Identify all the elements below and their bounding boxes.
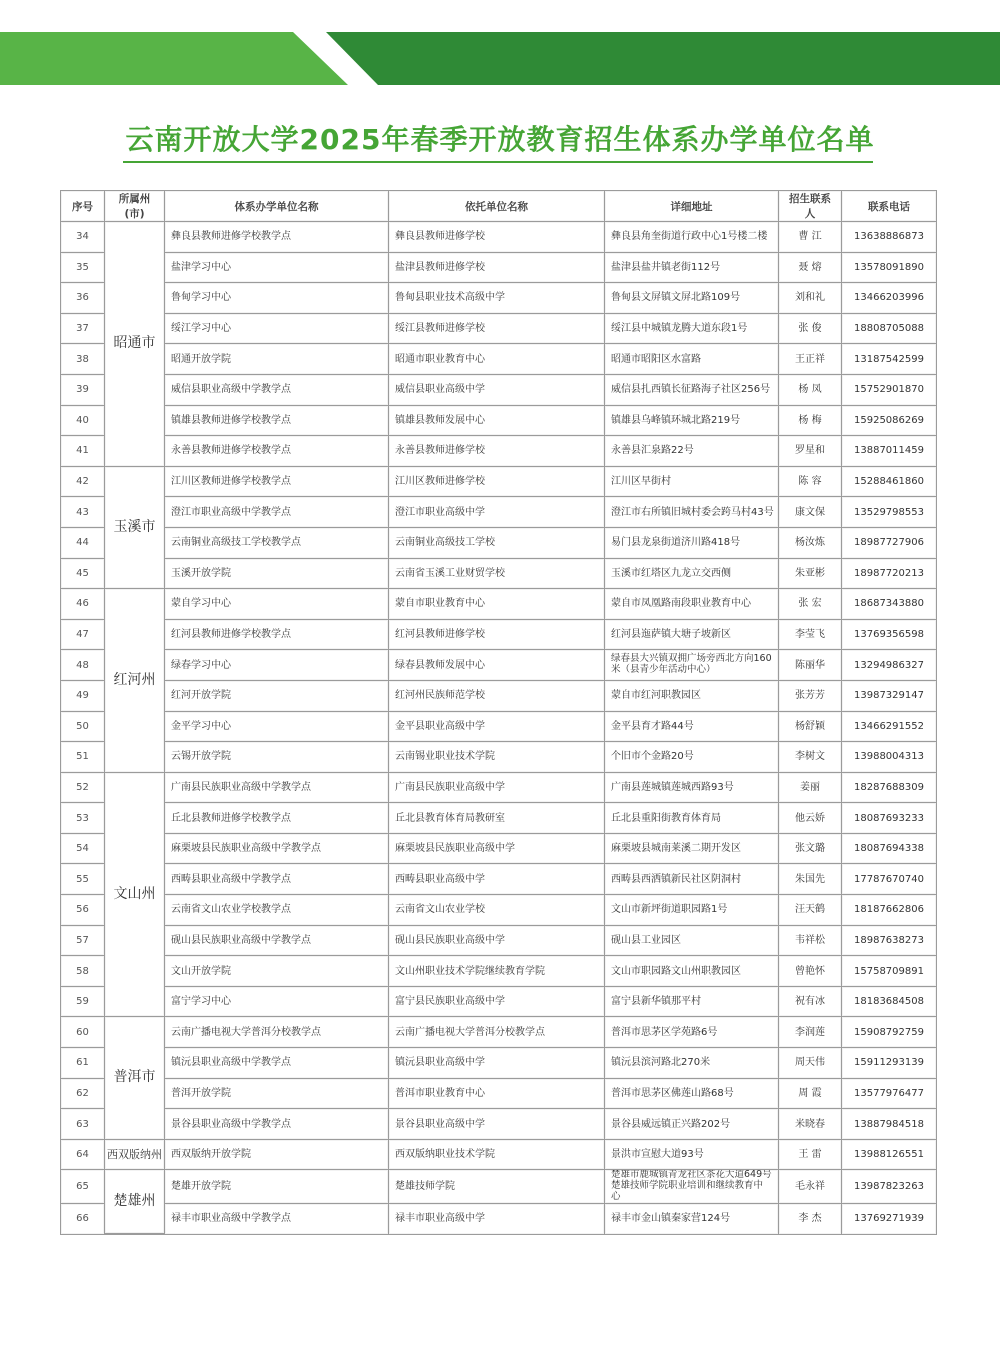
address-cell: 昭通市昭阳区水富路 bbox=[605, 344, 779, 375]
row-index: 48 bbox=[61, 650, 105, 681]
address-cell: 个旧市个金路20号 bbox=[605, 742, 779, 773]
row-index: 45 bbox=[61, 559, 105, 590]
contact-cell: 周天伟 bbox=[779, 1048, 842, 1079]
phone-cell: 18687343880 bbox=[842, 589, 936, 620]
host-unit-cell: 丘北县教育体育局教研室 bbox=[389, 803, 605, 834]
contact-cell: 陈 容 bbox=[779, 467, 842, 498]
host-unit-cell: 镇雄县教师发展中心 bbox=[389, 406, 605, 437]
phone-cell: 13769356598 bbox=[842, 620, 936, 651]
host-unit-cell: 云南省文山农业学校 bbox=[389, 895, 605, 926]
row-index: 53 bbox=[61, 803, 105, 834]
phone-cell: 15911293139 bbox=[842, 1048, 936, 1079]
phone-cell: 15925086269 bbox=[842, 406, 936, 437]
phone-cell: 13187542599 bbox=[842, 344, 936, 375]
row-index: 61 bbox=[61, 1048, 105, 1079]
address-cell: 易门县龙泉街道济川路418号 bbox=[605, 528, 779, 559]
contact-cell: 姜丽 bbox=[779, 773, 842, 804]
host-unit-cell: 富宁县民族职业高级中学 bbox=[389, 987, 605, 1018]
row-index: 36 bbox=[61, 283, 105, 314]
phone-cell: 18087694338 bbox=[842, 834, 936, 865]
phone-cell: 15758709891 bbox=[842, 956, 936, 987]
prefecture-cell: 文山州 bbox=[105, 773, 165, 1018]
contact-cell: 张文璐 bbox=[779, 834, 842, 865]
phone-cell: 13987823263 bbox=[842, 1170, 936, 1204]
prefecture-cell: 玉溪市 bbox=[105, 467, 165, 589]
table-row bbox=[61, 1017, 936, 1048]
header-banner bbox=[0, 0, 1000, 90]
table-row bbox=[61, 742, 936, 773]
address-cell: 麻栗坡县城南莱溪二期开发区 bbox=[605, 834, 779, 865]
table-row bbox=[61, 344, 936, 375]
phone-cell: 13987329147 bbox=[842, 681, 936, 712]
table-row bbox=[61, 222, 936, 253]
unit-name-cell: 镇雄县教师进修学校教学点 bbox=[165, 406, 389, 437]
phone-cell: 13769271939 bbox=[842, 1204, 936, 1234]
row-index: 63 bbox=[61, 1109, 105, 1140]
address-cell: 文山市新坪街道职园路1号 bbox=[605, 895, 779, 926]
host-unit-cell: 澄江市职业高级中学 bbox=[389, 497, 605, 528]
row-index: 64 bbox=[61, 1140, 105, 1171]
phone-cell: 13638886873 bbox=[842, 222, 936, 253]
phone-cell: 18987727906 bbox=[842, 528, 936, 559]
table-row bbox=[61, 956, 936, 987]
address-cell: 玉溪市红塔区九龙立交西侧 bbox=[605, 559, 779, 590]
contact-cell: 康文保 bbox=[779, 497, 842, 528]
contact-cell: 罗星和 bbox=[779, 436, 842, 467]
address-cell: 江川区早街村 bbox=[605, 467, 779, 498]
contact-cell: 刘和礼 bbox=[779, 283, 842, 314]
unit-name-cell: 云锡开放学院 bbox=[165, 742, 389, 773]
unit-name-cell: 红河开放学院 bbox=[165, 681, 389, 712]
unit-name-cell: 鲁甸学习中心 bbox=[165, 283, 389, 314]
header-prefecture: 所属州(市) bbox=[105, 191, 165, 222]
table-row bbox=[61, 712, 936, 743]
header-unit-name: 体系办学单位名称 bbox=[165, 191, 389, 222]
address-cell: 澄江市右所镇旧城村委会跨马村43号 bbox=[605, 497, 779, 528]
contact-cell: 李莹飞 bbox=[779, 620, 842, 651]
table-header-row bbox=[61, 191, 936, 222]
host-unit-cell: 砚山县民族职业高级中学 bbox=[389, 926, 605, 957]
phone-cell: 13887984518 bbox=[842, 1109, 936, 1140]
host-unit-cell: 云南铜业高级技工学校 bbox=[389, 528, 605, 559]
unit-name-cell: 金平学习中心 bbox=[165, 712, 389, 743]
table-row bbox=[61, 987, 936, 1018]
row-index: 34 bbox=[61, 222, 105, 253]
host-unit-cell: 鲁甸县职业技术高级中学 bbox=[389, 283, 605, 314]
contact-cell: 李润莲 bbox=[779, 1017, 842, 1048]
row-index: 51 bbox=[61, 742, 105, 773]
unit-name-cell: 西双版纳开放学院 bbox=[165, 1140, 389, 1171]
host-unit-cell: 彝良县教师进修学校 bbox=[389, 222, 605, 253]
address-cell: 镇沅县滨河路北270米 bbox=[605, 1048, 779, 1079]
table-row bbox=[61, 926, 936, 957]
address-cell: 镇雄县乌峰镇环城北路219号 bbox=[605, 406, 779, 437]
row-index: 35 bbox=[61, 253, 105, 284]
unit-name-cell: 西畴县职业高级中学教学点 bbox=[165, 864, 389, 895]
contact-cell: 李树文 bbox=[779, 742, 842, 773]
unit-name-cell: 玉溪开放学院 bbox=[165, 559, 389, 590]
row-index: 58 bbox=[61, 956, 105, 987]
page-title: 云南开放大学2025年春季开放教育招生体系办学单位名单 bbox=[125, 123, 875, 156]
row-index: 59 bbox=[61, 987, 105, 1018]
address-cell: 红河县迤萨镇大塘子坡新区 bbox=[605, 620, 779, 651]
phone-cell: 15288461860 bbox=[842, 467, 936, 498]
unit-name-cell: 盐津学习中心 bbox=[165, 253, 389, 284]
address-cell: 文山市职园路文山州职教园区 bbox=[605, 956, 779, 987]
address-cell: 蒙自市红河职教园区 bbox=[605, 681, 779, 712]
unit-name-cell: 楚雄开放学院 bbox=[165, 1170, 389, 1204]
address-cell: 景洪市宣慰大道93号 bbox=[605, 1140, 779, 1171]
phone-cell: 13529798553 bbox=[842, 497, 936, 528]
phone-cell: 13577976477 bbox=[842, 1079, 936, 1110]
table-row bbox=[61, 1109, 936, 1140]
schools-table bbox=[60, 190, 937, 1235]
host-unit-cell: 蒙自市职业教育中心 bbox=[389, 589, 605, 620]
row-index: 55 bbox=[61, 864, 105, 895]
unit-name-cell: 江川区教师进修学校教学点 bbox=[165, 467, 389, 498]
table-row bbox=[61, 253, 936, 284]
row-index: 66 bbox=[61, 1204, 105, 1234]
unit-name-cell: 麻栗坡县民族职业高级中学教学点 bbox=[165, 834, 389, 865]
address-cell: 普洱市思茅区佛莲山路68号 bbox=[605, 1079, 779, 1110]
address-cell: 丘北县重阳街教育体育局 bbox=[605, 803, 779, 834]
phone-cell: 18287688309 bbox=[842, 773, 936, 804]
header-host-unit: 依托单位名称 bbox=[389, 191, 605, 222]
row-index: 60 bbox=[61, 1017, 105, 1048]
table-row bbox=[61, 803, 936, 834]
host-unit-cell: 云南省玉溪工业财贸学校 bbox=[389, 559, 605, 590]
header-contact: 招生联系人 bbox=[779, 191, 842, 222]
table-row bbox=[61, 436, 936, 467]
contact-cell: 王正祥 bbox=[779, 344, 842, 375]
row-index: 44 bbox=[61, 528, 105, 559]
row-index: 56 bbox=[61, 895, 105, 926]
row-index: 52 bbox=[61, 773, 105, 804]
contact-cell: 杨 梅 bbox=[779, 406, 842, 437]
address-cell: 绥江县中城镇龙腾大道东段1号 bbox=[605, 314, 779, 345]
contact-cell: 张 宏 bbox=[779, 589, 842, 620]
row-index: 49 bbox=[61, 681, 105, 712]
table-row bbox=[61, 1170, 936, 1204]
host-unit-cell: 绥江县教师进修学校 bbox=[389, 314, 605, 345]
address-cell: 威信县扎西镇长征路海子社区256号 bbox=[605, 375, 779, 406]
contact-cell: 杨汝炼 bbox=[779, 528, 842, 559]
table-row bbox=[61, 1140, 936, 1171]
row-index: 50 bbox=[61, 712, 105, 743]
table-row bbox=[61, 1048, 936, 1079]
contact-cell: 张芳芳 bbox=[779, 681, 842, 712]
table-body bbox=[61, 222, 936, 1234]
table-row bbox=[61, 1204, 936, 1234]
host-unit-cell: 西双版纳职业技术学院 bbox=[389, 1140, 605, 1171]
host-unit-cell: 威信县职业高级中学 bbox=[389, 375, 605, 406]
row-index: 39 bbox=[61, 375, 105, 406]
phone-cell: 18183684508 bbox=[842, 987, 936, 1018]
host-unit-cell: 景谷县职业高级中学 bbox=[389, 1109, 605, 1140]
contact-cell: 周 霞 bbox=[779, 1079, 842, 1110]
unit-name-cell: 云南铜业高级技工学校教学点 bbox=[165, 528, 389, 559]
row-index: 41 bbox=[61, 436, 105, 467]
host-unit-cell: 盐津县教师进修学校 bbox=[389, 253, 605, 284]
prefecture-cell: 楚雄州 bbox=[105, 1170, 165, 1233]
address-cell: 普洱市思茅区学苑路6号 bbox=[605, 1017, 779, 1048]
phone-cell: 15752901870 bbox=[842, 375, 936, 406]
address-cell: 永善县汇泉路22号 bbox=[605, 436, 779, 467]
address-cell: 彝良县角奎街道行政中心1号楼二楼 bbox=[605, 222, 779, 253]
contact-cell: 曹 江 bbox=[779, 222, 842, 253]
unit-name-cell: 镇沅县职业高级中学教学点 bbox=[165, 1048, 389, 1079]
unit-name-cell: 丘北县教师进修学校教学点 bbox=[165, 803, 389, 834]
table-row bbox=[61, 406, 936, 437]
table-row bbox=[61, 773, 936, 804]
host-unit-cell: 红河县教师进修学校 bbox=[389, 620, 605, 651]
phone-cell: 13988126551 bbox=[842, 1140, 936, 1171]
unit-name-cell: 红河县教师进修学校教学点 bbox=[165, 620, 389, 651]
unit-name-cell: 禄丰市职业高级中学教学点 bbox=[165, 1204, 389, 1234]
host-unit-cell: 江川区教师进修学校 bbox=[389, 467, 605, 498]
unit-name-cell: 文山开放学院 bbox=[165, 956, 389, 987]
phone-cell: 13294986327 bbox=[842, 650, 936, 681]
address-cell: 西畴县西洒镇新民社区阴洞村 bbox=[605, 864, 779, 895]
phone-cell: 18087693233 bbox=[842, 803, 936, 834]
contact-cell: 毛永祥 bbox=[779, 1170, 842, 1204]
table-row bbox=[61, 497, 936, 528]
contact-cell: 他云娇 bbox=[779, 803, 842, 834]
contact-cell: 王 雷 bbox=[779, 1140, 842, 1171]
row-index: 57 bbox=[61, 926, 105, 957]
contact-cell: 杨 凤 bbox=[779, 375, 842, 406]
contact-cell: 张 俊 bbox=[779, 314, 842, 345]
unit-name-cell: 绥江学习中心 bbox=[165, 314, 389, 345]
table-row bbox=[61, 283, 936, 314]
host-unit-cell: 永善县教师进修学校 bbox=[389, 436, 605, 467]
address-cell: 景谷县威远镇正兴路202号 bbox=[605, 1109, 779, 1140]
table-row bbox=[61, 895, 936, 926]
unit-name-cell: 砚山县民族职业高级中学教学点 bbox=[165, 926, 389, 957]
prefecture-cell: 红河州 bbox=[105, 589, 165, 773]
table-row bbox=[61, 467, 936, 498]
address-cell: 禄丰市金山镇秦家营124号 bbox=[605, 1204, 779, 1234]
row-index: 42 bbox=[61, 467, 105, 498]
host-unit-cell: 西畴县职业高级中学 bbox=[389, 864, 605, 895]
host-unit-cell: 红河州民族师范学校 bbox=[389, 681, 605, 712]
host-unit-cell: 禄丰市职业高级中学 bbox=[389, 1204, 605, 1234]
unit-name-cell: 永善县教师进修学校教学点 bbox=[165, 436, 389, 467]
row-index: 65 bbox=[61, 1170, 105, 1204]
unit-name-cell: 广南县民族职业高级中学教学点 bbox=[165, 773, 389, 804]
table-row bbox=[61, 589, 936, 620]
phone-cell: 13466291552 bbox=[842, 712, 936, 743]
prefecture-cell: 昭通市 bbox=[105, 222, 165, 467]
table-row bbox=[61, 650, 936, 681]
contact-cell: 曾艳怀 bbox=[779, 956, 842, 987]
contact-cell: 朱亚彬 bbox=[779, 559, 842, 590]
title-underline bbox=[123, 161, 873, 163]
table-row bbox=[61, 1079, 936, 1110]
contact-cell: 祝有冰 bbox=[779, 987, 842, 1018]
host-unit-cell: 广南县民族职业高级中学 bbox=[389, 773, 605, 804]
address-cell: 楚雄市鹿城镇青龙社区茶花大道649号楚雄技师学院职业培训和继续教育中心 bbox=[605, 1170, 779, 1204]
header-phone: 联系电话 bbox=[842, 191, 936, 222]
address-cell: 鲁甸县文屏镇文屏北路109号 bbox=[605, 283, 779, 314]
address-cell: 盐津县盐井镇老街112号 bbox=[605, 253, 779, 284]
contact-cell: 米晓春 bbox=[779, 1109, 842, 1140]
contact-cell: 聂 熔 bbox=[779, 253, 842, 284]
phone-cell: 13887011459 bbox=[842, 436, 936, 467]
phone-cell: 18808705088 bbox=[842, 314, 936, 345]
host-unit-cell: 云南广播电视大学普洱分校教学点 bbox=[389, 1017, 605, 1048]
contact-cell: 韦祥松 bbox=[779, 926, 842, 957]
host-unit-cell: 麻栗坡县民族职业高级中学 bbox=[389, 834, 605, 865]
row-index: 37 bbox=[61, 314, 105, 345]
unit-name-cell: 威信县职业高级中学教学点 bbox=[165, 375, 389, 406]
host-unit-cell: 金平县职业高级中学 bbox=[389, 712, 605, 743]
row-index: 40 bbox=[61, 406, 105, 437]
table-row bbox=[61, 375, 936, 406]
unit-name-cell: 云南省文山农业学校教学点 bbox=[165, 895, 389, 926]
phone-cell: 17787670740 bbox=[842, 864, 936, 895]
phone-cell: 13578091890 bbox=[842, 253, 936, 284]
unit-name-cell: 云南广播电视大学普洱分校教学点 bbox=[165, 1017, 389, 1048]
address-cell: 富宁县新华镇那平村 bbox=[605, 987, 779, 1018]
table-row bbox=[61, 864, 936, 895]
address-cell: 金平县育才路44号 bbox=[605, 712, 779, 743]
table-row bbox=[61, 559, 936, 590]
phone-cell: 18987638273 bbox=[842, 926, 936, 957]
banner-light-green bbox=[0, 32, 348, 85]
address-cell: 绿春县大兴镇双拥广场旁西北方向160米（县青少年活动中心） bbox=[605, 650, 779, 681]
unit-name-cell: 绿春学习中心 bbox=[165, 650, 389, 681]
banner-dark-green bbox=[326, 32, 1000, 85]
host-unit-cell: 云南锡业职业技术学院 bbox=[389, 742, 605, 773]
table-row bbox=[61, 314, 936, 345]
phone-cell: 13988004313 bbox=[842, 742, 936, 773]
phone-cell: 18987720213 bbox=[842, 559, 936, 590]
contact-cell: 李 杰 bbox=[779, 1204, 842, 1234]
header-address: 详细地址 bbox=[605, 191, 779, 222]
table-row bbox=[61, 681, 936, 712]
host-unit-cell: 绿春县教师发展中心 bbox=[389, 650, 605, 681]
unit-name-cell: 澄江市职业高级中学教学点 bbox=[165, 497, 389, 528]
contact-cell: 杨舒颖 bbox=[779, 712, 842, 743]
host-unit-cell: 文山州职业技术学院继续教育学院 bbox=[389, 956, 605, 987]
address-cell: 砚山县工业园区 bbox=[605, 926, 779, 957]
host-unit-cell: 楚雄技师学院 bbox=[389, 1170, 605, 1204]
contact-cell: 朱国先 bbox=[779, 864, 842, 895]
contact-cell: 汪天鹤 bbox=[779, 895, 842, 926]
row-index: 54 bbox=[61, 834, 105, 865]
phone-cell: 15908792759 bbox=[842, 1017, 936, 1048]
row-index: 43 bbox=[61, 497, 105, 528]
row-index: 47 bbox=[61, 620, 105, 651]
header-index: 序号 bbox=[61, 191, 105, 222]
row-index: 46 bbox=[61, 589, 105, 620]
prefecture-cell: 西双版纳州 bbox=[105, 1140, 165, 1171]
table-row bbox=[61, 620, 936, 651]
unit-name-cell: 蒙自学习中心 bbox=[165, 589, 389, 620]
host-unit-cell: 昭通市职业教育中心 bbox=[389, 344, 605, 375]
row-index: 38 bbox=[61, 344, 105, 375]
table-row bbox=[61, 528, 936, 559]
phone-cell: 13466203996 bbox=[842, 283, 936, 314]
unit-name-cell: 富宁学习中心 bbox=[165, 987, 389, 1018]
table-row bbox=[61, 834, 936, 865]
address-cell: 蒙自市凤凰路南段职业教育中心 bbox=[605, 589, 779, 620]
unit-name-cell: 彝良县教师进修学校教学点 bbox=[165, 222, 389, 253]
unit-name-cell: 景谷县职业高级中学教学点 bbox=[165, 1109, 389, 1140]
host-unit-cell: 普洱市职业教育中心 bbox=[389, 1079, 605, 1110]
contact-cell: 陈丽华 bbox=[779, 650, 842, 681]
phone-cell: 18187662806 bbox=[842, 895, 936, 926]
address-cell: 广南县莲城镇莲城西路93号 bbox=[605, 773, 779, 804]
unit-name-cell: 昭通开放学院 bbox=[165, 344, 389, 375]
prefecture-cell: 普洱市 bbox=[105, 1017, 165, 1139]
host-unit-cell: 镇沅县职业高级中学 bbox=[389, 1048, 605, 1079]
unit-name-cell: 普洱开放学院 bbox=[165, 1079, 389, 1110]
row-index: 62 bbox=[61, 1079, 105, 1110]
